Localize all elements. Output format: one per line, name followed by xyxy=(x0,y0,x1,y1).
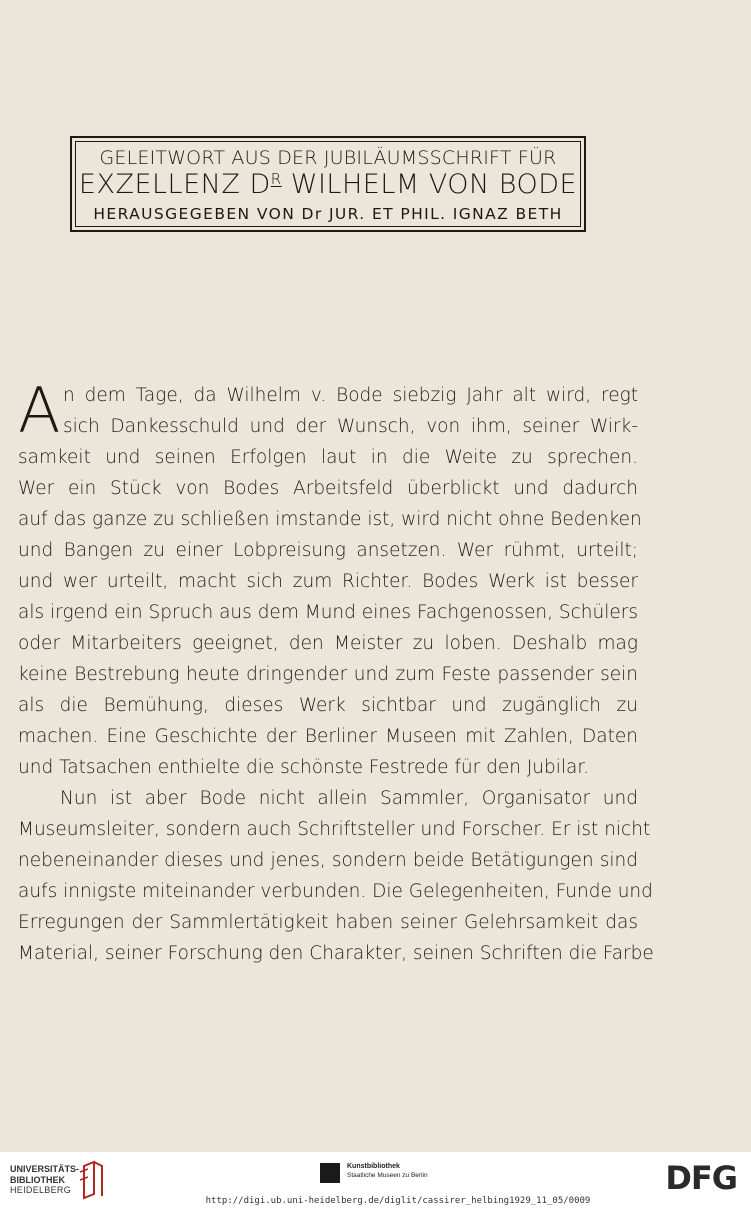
dfg-logo[interactable]: DFG xyxy=(665,1159,737,1197)
text-line: Erregungen der Sammlertätigkeit haben seiner Gelehrsamkeit das xyxy=(18,912,638,933)
kunstbibliothek-logo[interactable] xyxy=(347,1162,428,1180)
text-line: keine Bestrebung heute dringender und zum Feste passender sein xyxy=(18,664,638,685)
footer-bar xyxy=(0,1152,751,1208)
text-line: samkeit und seinen Erfolgen laut in die Weite zu sprechen. xyxy=(18,447,638,468)
heading-line-3: HERAUSGEGEBEN VON Dr JUR. ET PHIL. IGNAZ BETH xyxy=(93,205,563,223)
text-line: oder Mitarbeiters geeignet, den Meister zu loben. Deshalb mag xyxy=(18,633,638,654)
text-line: aufs innigste miteinander verbunden. Die Gelegenheiten, Funde und xyxy=(18,881,653,902)
heading-line-2-end: WILHELM VON BODE xyxy=(281,169,578,200)
university-library-logo[interactable] xyxy=(10,1164,79,1196)
title-box xyxy=(70,136,586,232)
kunstbibliothek-logo-icon xyxy=(320,1163,340,1183)
kunstbibliothek-name: Kunstbibliothek xyxy=(347,1163,400,1170)
text-line: auf das ganze zu schließen imstande ist, wird nicht ohne Bedenken xyxy=(18,509,642,530)
source-url-link[interactable]: http://digi.ub.uni-heidelberg.de/diglit/cassirer_helbing1929_11_05/0009 xyxy=(205,1196,591,1206)
university-logo-line: UNIVERSITÄTS- xyxy=(10,1164,80,1174)
text-line: und Tatsachen enthielte die schönste Festrede für den Jubilar. xyxy=(18,757,590,778)
university-logo-line: BIBLIOTHEK xyxy=(10,1174,65,1185)
text-line: als irgend ein Spruch aus dem Mund eines Fachgenossen, Schülers xyxy=(18,602,638,623)
text-line: nebeneinander dieses und jenes, sondern beide Betätigungen sind xyxy=(18,850,638,871)
text-line: n dem Tage, da Wilhelm v. Bode siebzig Jahr alt wird, regt xyxy=(63,385,638,406)
kunstbibliothek-subtitle: Staatliche Museen zu Berlin xyxy=(347,1172,428,1179)
body-text xyxy=(18,374,654,969)
text-line: Material, seiner Forschung den Charakter, seinen Schriften die Farbe xyxy=(18,943,654,964)
text-line: und Bangen zu einer Lobpreisung ansetzen. Wer rühmt, urteilt; xyxy=(18,540,638,561)
text-line: Museumsleiter, sondern auch Schriftsteller und Forscher. Er ist nicht xyxy=(18,819,651,840)
heading-line-1: GELEITWORT AUS DER JUBILÄUMSSCHRIFT FÜR xyxy=(99,147,557,169)
text-line: machen. Eine Geschichte der Berliner Museen mit Zahlen, Daten xyxy=(18,726,638,747)
text-line: als die Bemühung, dieses Werk sichtbar und zugänglich zu xyxy=(18,695,638,716)
text-line: sich Dankesschuld und der Wunsch, von ihm, seiner Wirk- xyxy=(63,416,638,437)
text-line: Nun ist aber Bode nicht allein Sammler, Organisator und xyxy=(60,788,638,809)
university-seal-icon xyxy=(78,1160,104,1200)
text-line: Wer ein Stück von Bodes Arbeitsfeld überblickt und dadurch xyxy=(18,478,638,499)
university-logo-line: HEIDELBERG xyxy=(10,1185,72,1195)
text-line: und wer urteilt, macht sich zum Richter. Bodes Werk ist besser xyxy=(18,571,638,592)
heading-superscript: R xyxy=(270,170,282,188)
heading-line-2-start: EXZELLENZ D xyxy=(78,169,271,200)
drop-cap: A xyxy=(18,374,61,447)
heading-line-2 xyxy=(72,169,584,200)
